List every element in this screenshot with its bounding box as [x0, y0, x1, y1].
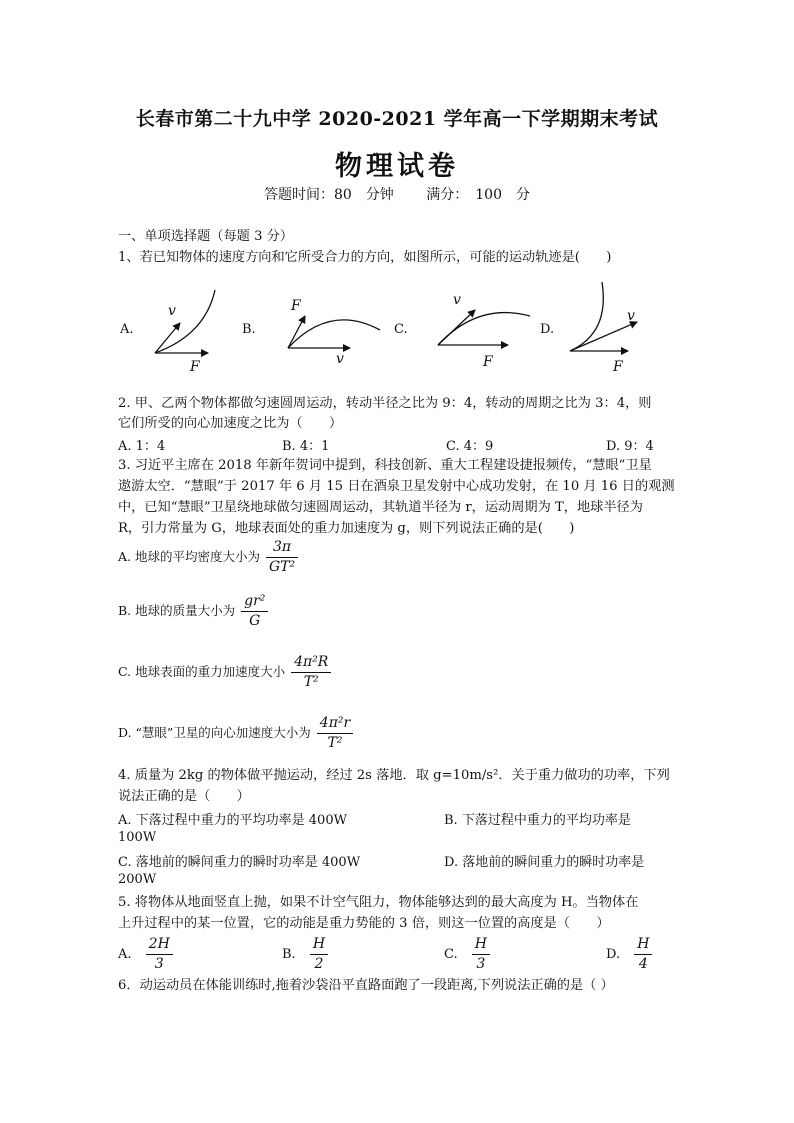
q5-option-b-formula — [310, 935, 328, 974]
q3-option-c-formula — [291, 653, 331, 692]
f-label: F — [291, 298, 301, 314]
q6-line-1: 6．动运动员在体能训练时,拖着沙袋沿平直路面跑了一段距离,下列说法正确的是（ ） — [118, 978, 614, 993]
q3-option-d — [118, 714, 353, 753]
q2-line-2: 它们所受的向心加速度之比为（ ） — [118, 416, 343, 431]
q2-option-a: A. 1：4 — [118, 439, 166, 454]
q5-option-d — [606, 935, 652, 974]
q3-option-d-text: D. “慧眼”卫星的向心加速度大小为 — [118, 725, 311, 740]
formula-numerator: H — [634, 935, 652, 955]
q5-option-c — [444, 935, 490, 974]
trajectory-curve — [155, 290, 215, 353]
formula-numerator: H — [472, 935, 490, 955]
q4-option-b-cont: 100W — [118, 830, 157, 845]
formula-denominator: 3 — [476, 956, 486, 972]
formula-numerator: 4π²r — [317, 714, 353, 734]
f-label: F — [613, 359, 623, 375]
q1-option-a-label: A. — [120, 322, 134, 337]
formula-numerator: H — [310, 935, 328, 955]
q1-diagram-d — [570, 282, 637, 375]
q3-option-a — [118, 538, 298, 577]
option-label: D. — [606, 947, 621, 962]
q4-option-d-cont: 200W — [118, 872, 157, 887]
q1-diagram-b — [288, 298, 380, 367]
q2-option-d: D. 9：4 — [606, 439, 654, 454]
q1-option-c-label: C. — [394, 322, 408, 337]
section-heading: 一、单项选择题（每题 3 分） — [118, 229, 294, 244]
q1-stem: 1、若已知物体的速度方向和它所受合力的方向，如图所示，可能的运动轨迹是( ) — [118, 250, 612, 265]
v-label: v — [168, 303, 176, 319]
q3-option-c — [118, 653, 331, 692]
formula-denominator: GT² — [268, 559, 296, 575]
q1-diagram-a — [155, 290, 215, 375]
v-label: v — [336, 351, 344, 367]
subject-title: 物理试卷 — [335, 151, 459, 182]
q3-option-d-formula — [317, 714, 353, 753]
q1-diagram-c — [438, 292, 530, 370]
q5-option-a-formula — [146, 935, 173, 974]
velocity-arrow — [438, 310, 475, 345]
q3-option-a-text: A. 地球的平均密度大小为 — [118, 549, 260, 564]
formula-numerator: gr² — [241, 592, 268, 612]
q2-line-1: 2. 甲、乙两个物体都做匀速圆周运动，转动半径之比为 9：4，转动的周期之比为 3：4，则 — [118, 396, 652, 411]
q3-option-b-text: B. 地球的质量大小为 — [118, 603, 236, 618]
q1-option-d-label: D. — [540, 322, 555, 337]
q3-option-b-formula — [241, 592, 268, 631]
option-label: B. — [282, 947, 296, 962]
formula-denominator: G — [249, 613, 261, 629]
time-limit: 答题时间：80 分钟 — [263, 187, 394, 203]
q4-line-1: 4. 质量为 2kg 的物体做平抛运动，经过 2s 落地．取 g=10m/s²．关于重力做功的功率，下列 — [118, 768, 670, 783]
q5-option-b — [282, 935, 328, 974]
formula-numerator: 4π²R — [291, 653, 331, 673]
q4-option-a: A. 下落过程中重力的平均功率是 400W — [118, 813, 347, 828]
q5-option-d-formula — [634, 935, 652, 974]
force-arrow — [288, 316, 305, 348]
q1-trajectory-diagrams — [0, 0, 794, 400]
f-label: F — [483, 354, 493, 370]
q3-line-3: 中，已知“慧眼”卫星绕地球做匀速圆周运动，其轨道半径为 r，运动周期为 T，地球半径为 — [118, 500, 643, 515]
q4-line-2: 说法正确的是（ ） — [118, 789, 250, 804]
formula-denominator: 4 — [638, 956, 648, 972]
q1-option-b-label: B. — [242, 322, 256, 337]
q2-option-c: C. 4：9 — [446, 439, 494, 454]
formula-denominator: T² — [327, 735, 343, 751]
option-label: A. — [118, 947, 132, 962]
q3-option-a-formula — [266, 538, 298, 577]
v-label: v — [627, 308, 635, 324]
formula-denominator: T² — [303, 674, 319, 690]
q3-option-c-text: C. 地球表面的重力加速度大小 — [118, 664, 286, 679]
full-score: 满分： 100 分 — [426, 187, 530, 203]
q3-line-4: R，引力常量为 G，地球表面处的重力加速度为 g，则下列说法正确的是( ) — [118, 521, 575, 536]
q5-line-1: 5. 将物体从地面竖直上抛，如果不计空气阻力，物体能够达到的最大高度为 H。当物体在 — [118, 895, 639, 910]
q4-option-d: D. 落地前的瞬间重力的瞬时功率是 — [444, 855, 645, 870]
q4-option-c: C. 落地前的瞬间重力的瞬时功率是 400W — [118, 855, 361, 870]
formula-numerator: 2H — [146, 935, 173, 955]
q5-option-a — [118, 935, 173, 974]
trajectory-curve — [570, 282, 603, 351]
formula-denominator: 2 — [314, 956, 324, 972]
trajectory-curve — [288, 320, 380, 348]
exam-title: 长春市第二十九中学 2020-2021 学年高一下学期期末考试 — [135, 108, 659, 130]
formula-denominator: 3 — [154, 956, 164, 972]
option-label: C. — [444, 947, 458, 962]
q5-option-c-formula — [472, 935, 490, 974]
q3-option-b — [118, 592, 268, 631]
q2-option-b: B. 4：1 — [282, 439, 330, 454]
q4-option-b: B. 下落过程中重力的平均功率是 — [444, 813, 631, 828]
f-label: F — [190, 359, 200, 375]
q3-line-2: 遨游太空．“慧眼”于 2017 年 6 月 15 日在酒泉卫星发射中心成功发射，在 10 月 16 日的观测 — [118, 479, 675, 494]
v-label: v — [453, 292, 461, 308]
q3-line-1: 3. 习近平主席在 2018 年新年贺词中提到，科技创新、重大工程建设捷报频传，“慧眼”卫星 — [118, 458, 652, 473]
velocity-arrow — [570, 322, 637, 351]
trajectory-curve — [438, 313, 530, 345]
formula-numerator: 3π — [266, 538, 298, 558]
q5-line-2: 上升过程中的某一位置，它的动能是重力势能的 3 倍，则这一位置的高度是（ ） — [118, 916, 610, 931]
